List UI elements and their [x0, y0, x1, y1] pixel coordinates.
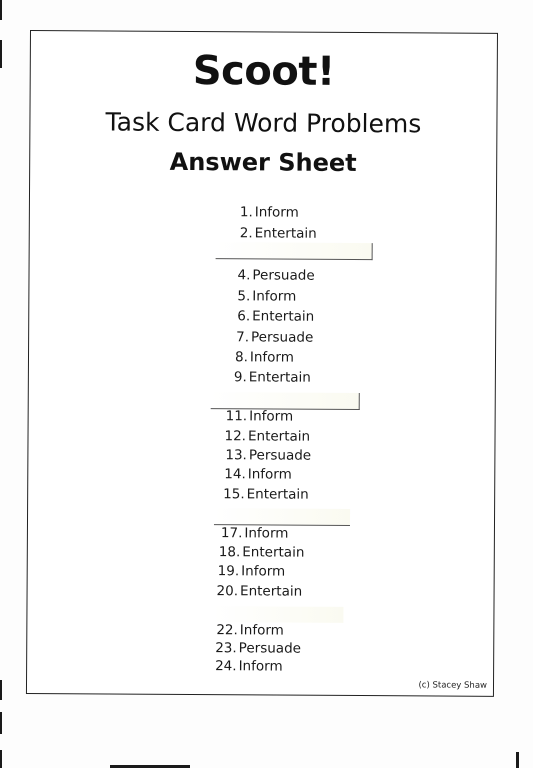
- scan-edge-mark: [516, 752, 519, 768]
- answer-number: 18.: [218, 544, 241, 561]
- answer-item: [217, 583, 303, 600]
- answer-text: Entertain: [247, 428, 311, 445]
- answer-text: Persuade: [238, 640, 302, 657]
- answer-number: 6.: [237, 308, 251, 325]
- answer-item: [237, 267, 314, 283]
- answer-item: [215, 658, 283, 674]
- answer-number: 13.: [225, 447, 247, 464]
- answer-item: [218, 563, 286, 579]
- answer-number: 19.: [217, 563, 240, 580]
- answer-number: 1.: [239, 204, 253, 221]
- answer-text: Inform: [249, 349, 294, 366]
- answer-text: Inform: [244, 525, 289, 542]
- answer-number: 23.: [215, 640, 237, 657]
- answer-text: Inform: [241, 563, 286, 580]
- answer-number: 15.: [223, 486, 245, 503]
- document-title: Scoot!: [192, 47, 335, 95]
- answer-text: Entertain: [242, 544, 305, 561]
- answer-number: 5.: [237, 288, 251, 305]
- answer-item: [236, 329, 313, 345]
- scan-edge-mark: [0, 750, 2, 768]
- answer-number: 7.: [236, 329, 250, 346]
- answer-text: Entertain: [252, 308, 315, 325]
- scan-edge-mark: [0, 712, 2, 734]
- answer-item: [237, 308, 314, 324]
- answer-item: [237, 288, 296, 304]
- document-subtitle: Task Card Word Problems: [105, 107, 422, 139]
- scan-edge-mark: [0, 680, 2, 700]
- scan-edge-mark: [0, 0, 2, 20]
- answer-number: 24.: [215, 658, 237, 675]
- answer-text: Entertain: [248, 369, 311, 386]
- answer-text: Persuade: [248, 447, 312, 464]
- answer-number: 12.: [224, 428, 247, 445]
- answer-number: 20.: [216, 583, 239, 600]
- answer-text: Persuade: [252, 267, 315, 284]
- answer-item: [240, 204, 299, 220]
- answer-list: [27, 31, 497, 696]
- answer-item: [234, 369, 311, 385]
- answer-item: [216, 622, 284, 638]
- answer-number: 17.: [220, 525, 243, 542]
- answer-number: 8.: [234, 349, 248, 366]
- answer-text: Entertain: [240, 583, 303, 600]
- answer-text: Inform: [249, 408, 294, 425]
- answer-item: [240, 225, 317, 241]
- answer-item: [215, 640, 301, 657]
- answer-text: Inform: [254, 204, 299, 221]
- answer-item: [235, 349, 294, 365]
- answer-number: 11.: [225, 408, 248, 425]
- answer-text: Inform: [238, 658, 283, 675]
- answer-number: 2.: [239, 225, 253, 242]
- answer-item: [224, 466, 292, 482]
- answer-text: Inform: [252, 288, 297, 305]
- answer-item: [219, 544, 305, 561]
- answer-item: [226, 408, 294, 424]
- answer-item: [223, 486, 309, 503]
- answer-number: 4.: [237, 267, 251, 284]
- answer-item: [225, 447, 311, 464]
- answer-number: 22.: [216, 622, 238, 639]
- answer-text: Entertain: [246, 486, 309, 503]
- answer-text: Inform: [247, 466, 292, 483]
- answer-text: Entertain: [254, 225, 317, 242]
- answer-item: [221, 525, 289, 541]
- answer-number: 9.: [233, 369, 247, 386]
- answer-text: Persuade: [250, 329, 314, 346]
- answer-text: Inform: [239, 622, 284, 639]
- answer-item: [224, 428, 310, 445]
- copyright-notice: (c) Stacey Shaw: [418, 680, 488, 691]
- answer-sheet: [26, 30, 498, 697]
- answer-number: 14.: [224, 466, 246, 483]
- answer-sheet-heading: Answer Sheet: [169, 147, 357, 177]
- scan-edge-mark: [0, 40, 2, 68]
